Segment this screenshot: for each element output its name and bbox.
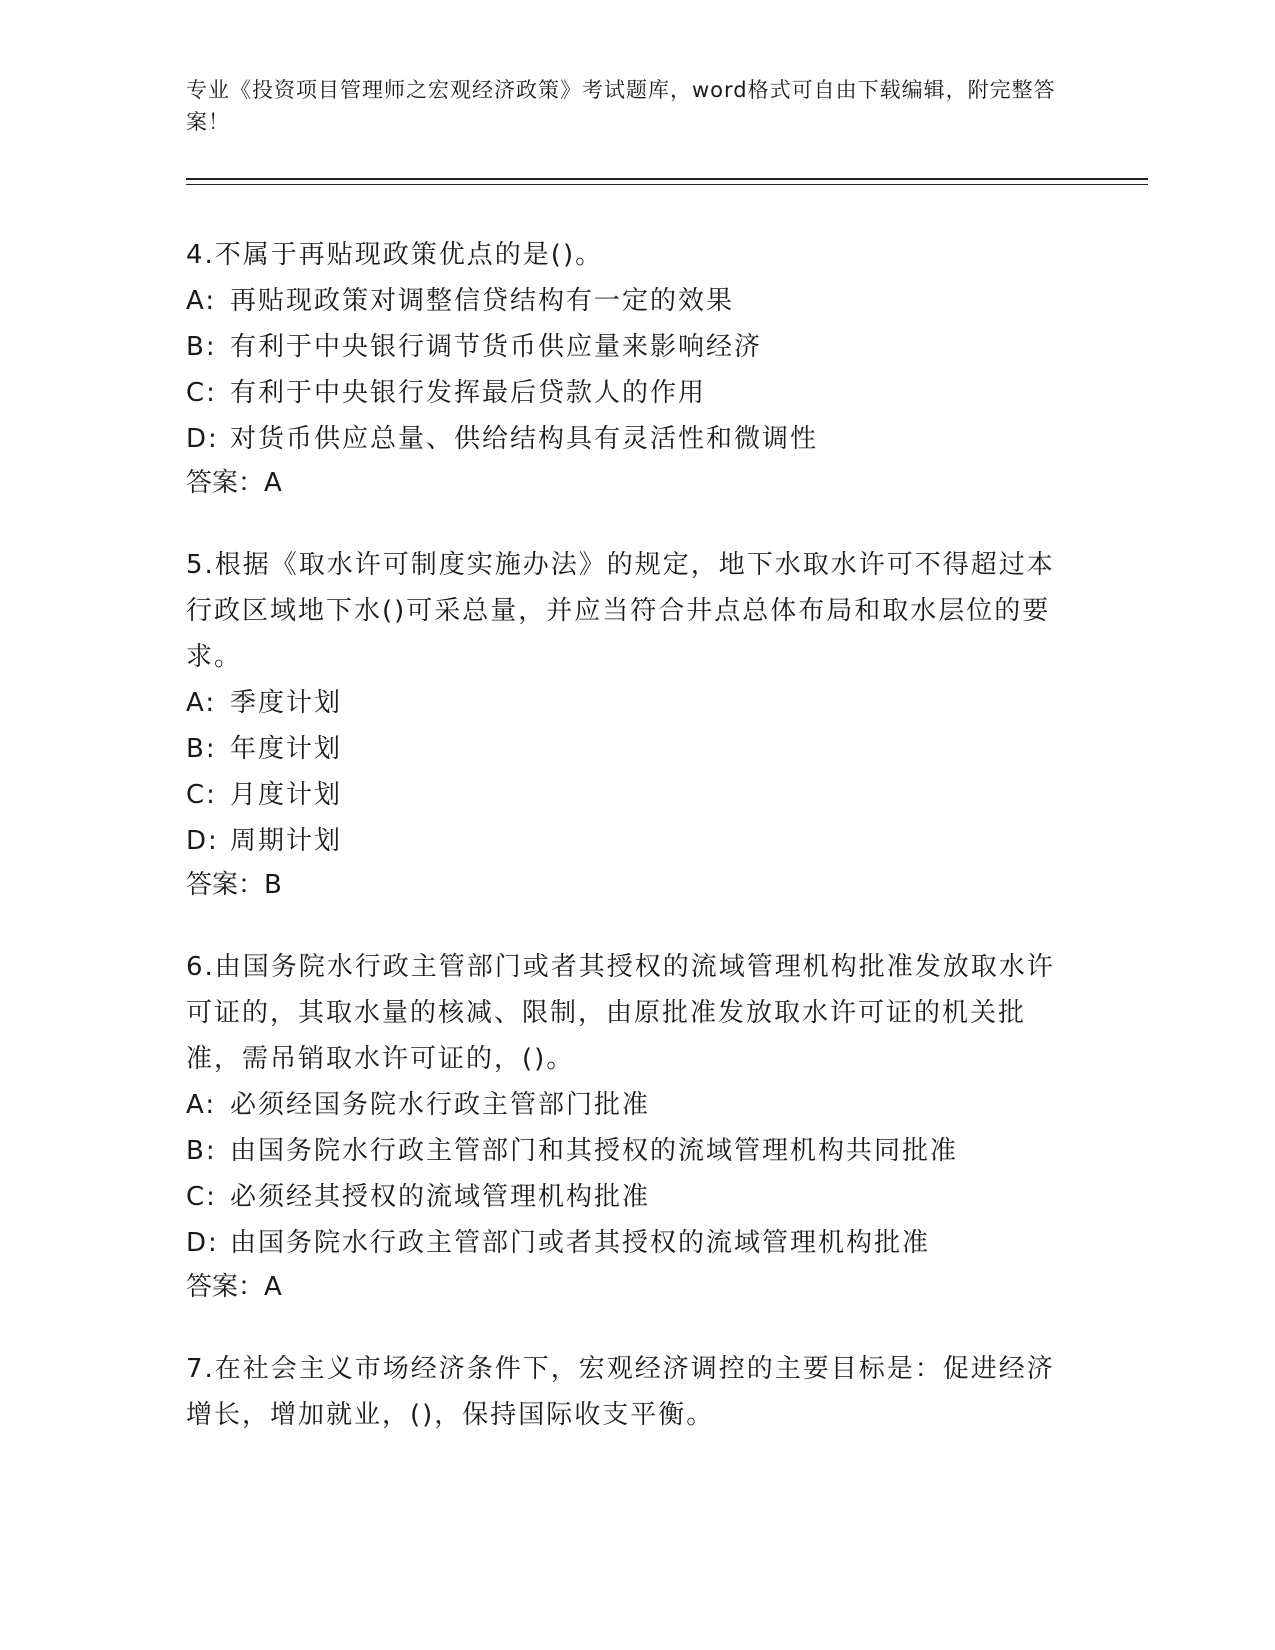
- option-text: 必须经国务院水行政主管部门批准: [230, 1090, 651, 1120]
- option-c: [186, 370, 1066, 416]
- option-letter: D:: [186, 826, 219, 856]
- option-d: [186, 818, 1066, 864]
- option-b: [186, 1128, 1066, 1174]
- question-item: [186, 1346, 1066, 1438]
- option-text: 对货币供应总量、供给结构具有灵活性和微调性: [230, 424, 819, 454]
- option-text: 必须经其授权的流域管理机构批准: [230, 1182, 651, 1212]
- option-a: [186, 1082, 1066, 1128]
- document-header: 专业《投资项目管理师之宏观经济政策》考试题库，word格式可自由下载编辑，附完整答案！: [186, 78, 1056, 134]
- option-letter: D:: [186, 424, 219, 454]
- question-stem: 6.由国务院水行政主管部门或者其授权的流域管理机构批准发放取水许可证的，其取水量的核减、限制，由原批准发放取水许可证的机关批准，需吊销取水许可证的，()。: [186, 952, 1055, 1074]
- option-text: 有利于中央银行调节货币供应量来影响经济: [230, 332, 763, 362]
- option-text: 由国务院水行政主管部门和其授权的流域管理机构共同批准: [230, 1136, 959, 1166]
- question-stem: 4.不属于再贴现政策优点的是()。: [186, 240, 604, 270]
- option-letter: A:: [186, 286, 217, 316]
- option-a: [186, 680, 1066, 726]
- header-divider-thick: [186, 178, 1148, 180]
- option-d: [186, 1220, 1066, 1266]
- question-item: [186, 944, 1066, 1308]
- option-text: 年度计划: [230, 734, 343, 764]
- option-letter: B:: [186, 332, 217, 362]
- option-c: [186, 772, 1066, 818]
- option-d: [186, 416, 1066, 462]
- header-divider-thin: [186, 184, 1148, 185]
- question-item: [186, 232, 1066, 504]
- option-b: [186, 324, 1066, 370]
- option-letter: D:: [186, 1228, 219, 1258]
- question-list: [186, 232, 1066, 1476]
- question-stem: 5.根据《取水许可制度实施办法》的规定，地下水取水许可不得超过本行政区域地下水()可采总量，并应当符合井点总体布局和取水层位的要求。: [186, 550, 1055, 672]
- option-letter: C:: [186, 378, 217, 408]
- option-text: 周期计划: [230, 826, 343, 856]
- option-letter: B:: [186, 1136, 217, 1166]
- option-text: 有利于中央银行发挥最后贷款人的作用: [230, 378, 707, 408]
- answer-line: 答案：B: [186, 870, 282, 900]
- option-text: 再贴现政策对调整信贷结构有一定的效果: [230, 286, 735, 316]
- question-stem: 7.在社会主义市场经济条件下，宏观经济调控的主要目标是：促进经济增长，增加就业，()，保持国际收支平衡。: [186, 1354, 1055, 1430]
- answer-line: 答案：A: [186, 468, 282, 498]
- option-text: 月度计划: [230, 780, 343, 810]
- option-text: 季度计划: [230, 688, 343, 718]
- option-b: [186, 726, 1066, 772]
- option-text: 由国务院水行政主管部门或者其授权的流域管理机构批准: [230, 1228, 931, 1258]
- option-letter: B:: [186, 734, 217, 764]
- option-letter: A:: [186, 688, 217, 718]
- option-c: [186, 1174, 1066, 1220]
- option-letter: A:: [186, 1090, 217, 1120]
- option-letter: C:: [186, 1182, 217, 1212]
- option-letter: C:: [186, 780, 217, 810]
- option-a: [186, 278, 1066, 324]
- question-item: [186, 542, 1066, 906]
- answer-line: 答案：A: [186, 1272, 282, 1302]
